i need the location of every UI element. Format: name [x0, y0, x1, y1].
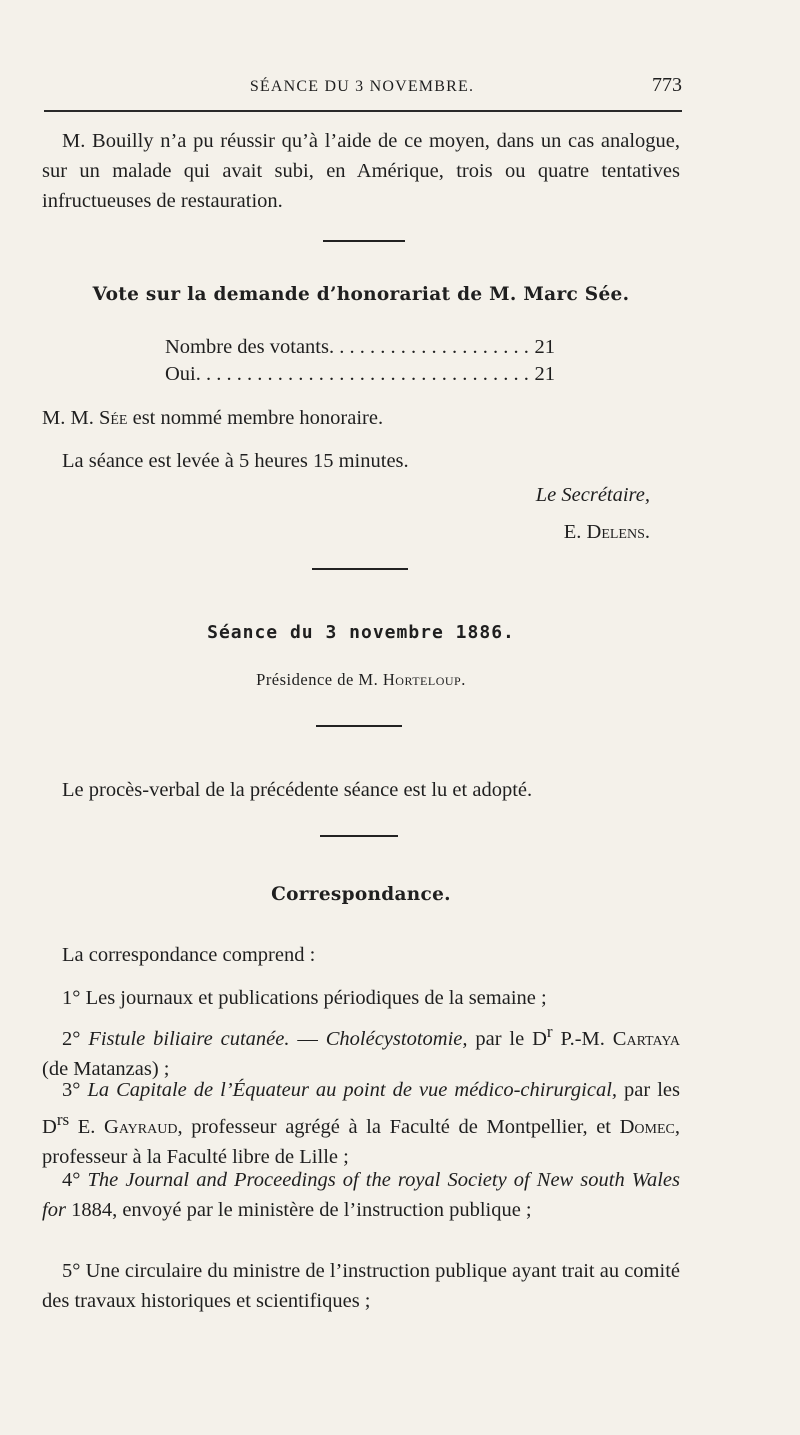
leader-dots: [196, 361, 529, 388]
secretary-role: Le Secrétaire,: [535, 484, 650, 506]
presidence-prefix: Présidence de M.: [256, 670, 379, 689]
leader-dots: [329, 334, 529, 361]
item-by: par les D: [42, 1079, 680, 1138]
secretary-initial: E.: [563, 521, 582, 543]
correspondance-item-1: 1° Les journaux et publications périodiques de la semaine ;: [62, 987, 547, 1009]
item-rest: , professeur agrégé à la Faculté de Montpellier, et: [177, 1115, 620, 1138]
item-number: 3°: [62, 1079, 81, 1101]
vote-title: Vote sur la demande d’honorariat de M. Marc Sée.: [92, 284, 630, 305]
vote-row: [165, 361, 555, 388]
page-header: [42, 74, 682, 98]
author-name: Cartaya: [612, 1027, 680, 1050]
correspondance-intro: La correspondance comprend :: [62, 944, 316, 966]
author-initials: E.: [69, 1115, 105, 1138]
item-title: Fistule biliaire cutanée.: [88, 1027, 290, 1050]
result-suffix: est nommé membre honoraire.: [132, 407, 384, 429]
vote-value: 21: [534, 336, 555, 358]
correspondance-item-3: [42, 1075, 680, 1172]
doctor-abbrev: rs: [56, 1110, 70, 1129]
page-number: 773: [652, 74, 682, 96]
author-initials: P.-M.: [552, 1027, 613, 1050]
item-number: 4°: [62, 1169, 81, 1191]
vote-result: [42, 403, 680, 433]
adjourn-line: La séance est levée à 5 heures 15 minutes.: [62, 450, 409, 472]
paragraph-bouilly: M. Bouilly n’a pu réussir qu’à l’aide de ce moyen, dans un cas analogue, sur un malade qui avait subi, en Amérique, trois ou quatre tentatives infructueuses de restauration.: [42, 130, 680, 212]
section-divider: [320, 835, 398, 837]
correspondance-item-5: 5° Une circulaire du ministre de l’instruction publique ayant trait au comité des travaux historiques et scientifiques ;: [42, 1260, 680, 1312]
correspondance-item-2: [42, 1017, 680, 1084]
vote-value: 21: [534, 363, 555, 385]
correspondance-title: Correspondance.: [271, 884, 451, 905]
item-number: 2°: [62, 1027, 81, 1050]
section-divider: [323, 240, 405, 242]
doctor-abbrev: r: [546, 1022, 553, 1041]
president-name: Horteloup.: [382, 670, 466, 689]
section-divider: [312, 568, 408, 570]
proces-verbal: Le procès-verbal de la précédente séance est lu et adopté.: [62, 779, 533, 801]
result-name: Sée: [98, 407, 128, 429]
item-dash: —: [289, 1027, 326, 1050]
seance-title: Séance du 3 novembre 1886.: [207, 622, 515, 643]
presidence-line: [42, 670, 680, 690]
result-prefix: M. M.: [42, 407, 94, 429]
item-title: The Journal and Proceedings of the royal Society of New south Wales for: [42, 1169, 681, 1221]
secretary-name: Delens.: [586, 521, 650, 543]
item-by: par le D: [467, 1027, 547, 1050]
correspondance-item-4: [42, 1165, 680, 1225]
signature-role: [42, 484, 650, 507]
signature-name: [42, 521, 650, 544]
author-name: Domec: [619, 1115, 675, 1138]
header-rule: [44, 110, 682, 112]
running-title: SÉANCE DU 3 NOVEMBRE.: [249, 78, 475, 95]
vote-label: Oui: [165, 363, 196, 385]
item-title: Cholécystotomie,: [325, 1027, 468, 1050]
item-rest: , professeur à la Faculté libre de Lille ;: [42, 1115, 680, 1168]
item-rest: (de Matanzas) ;: [42, 1057, 170, 1080]
section-divider: [316, 725, 402, 727]
item-title: La Capitale de l’Équateur au point de vue médico-chirurgical,: [87, 1079, 618, 1101]
vote-label: Nombre des votants: [165, 336, 329, 358]
author-name: Gayraud: [104, 1115, 178, 1138]
vote-row: [165, 334, 555, 361]
item-rest: 1884, envoyé par le ministère de l’instruction publique ;: [65, 1199, 532, 1221]
vote-tally: [165, 334, 555, 388]
